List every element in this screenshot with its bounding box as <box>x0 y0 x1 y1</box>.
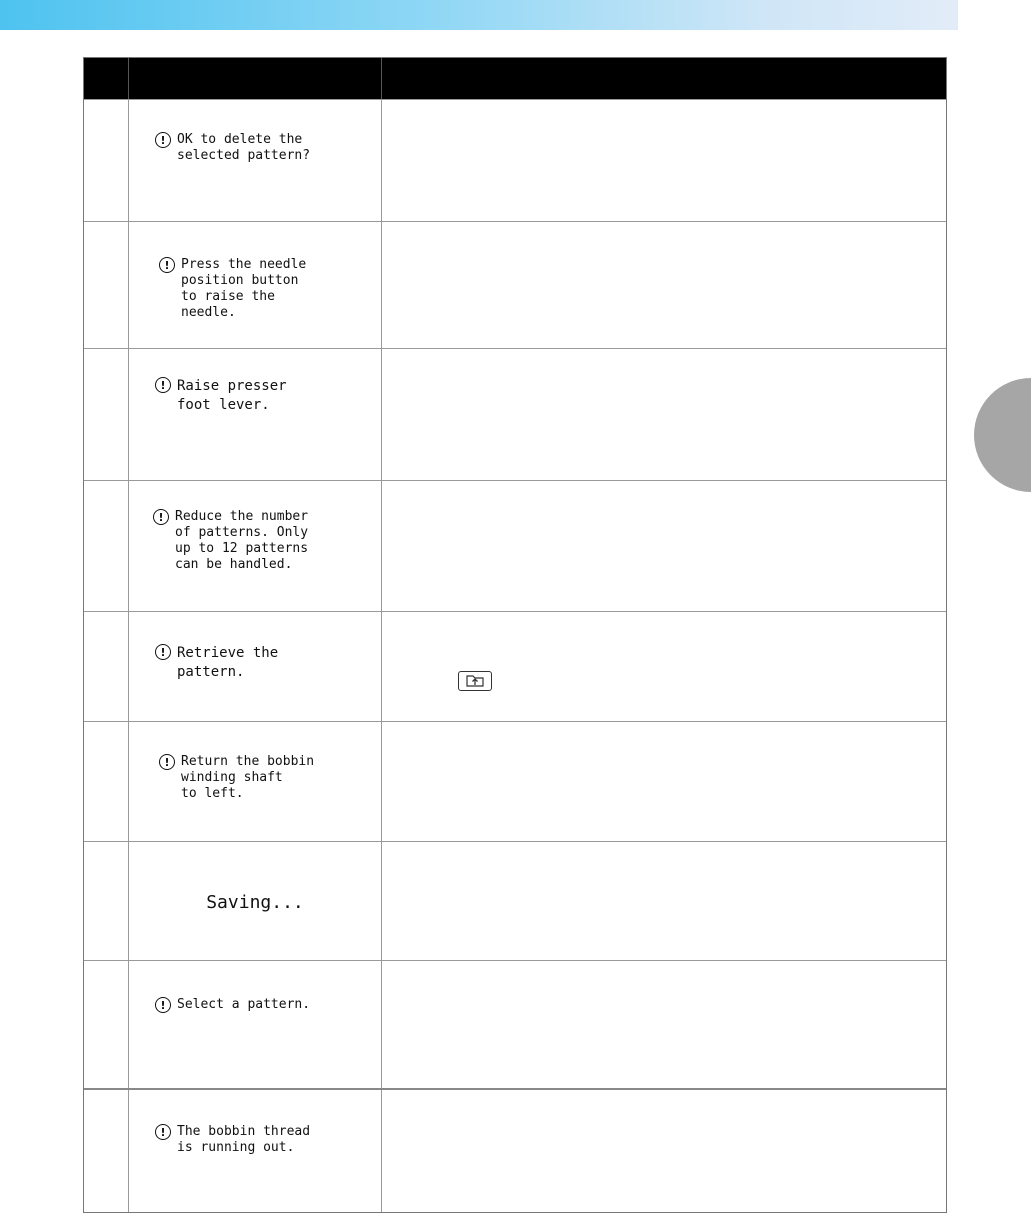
row-number-cell <box>84 481 129 611</box>
row-description-cell <box>382 842 946 960</box>
row-message-cell <box>129 961 382 1088</box>
table-row <box>84 841 946 960</box>
header-col-description <box>382 58 946 99</box>
lcd-message <box>155 997 310 1013</box>
row-number-cell <box>84 961 129 1088</box>
warning-icon: ! <box>155 997 171 1013</box>
message-line: Select a pattern. <box>177 997 311 1012</box>
error-message-table <box>83 57 947 1213</box>
message-line: to left. <box>181 786 244 801</box>
message-line: needle. <box>181 305 236 320</box>
message-line: pattern. <box>177 664 245 680</box>
row-description-cell <box>382 100 946 221</box>
warning-icon: ! <box>155 132 171 148</box>
header-col-message <box>129 58 382 99</box>
message-line: OK to delete the <box>177 132 303 147</box>
row-description-cell <box>382 481 946 611</box>
warning-icon: ! <box>159 754 175 770</box>
table-row <box>84 611 946 721</box>
lcd-message <box>155 377 287 415</box>
message-line: The bobbin thread <box>177 1124 311 1139</box>
row-number-cell <box>84 842 129 960</box>
pattern-retrieve-key-icon <box>458 671 492 691</box>
row-description-cell <box>382 722 946 841</box>
row-description-cell <box>382 961 946 1088</box>
table-row <box>84 480 946 611</box>
row-message-cell <box>129 100 382 221</box>
row-message-cell <box>129 349 382 480</box>
message-line: position button <box>181 273 299 288</box>
header-band <box>0 0 958 30</box>
lcd-message <box>153 509 308 573</box>
lcd-message <box>155 644 278 682</box>
row-message-cell <box>129 722 382 841</box>
row-description-cell <box>382 612 946 721</box>
message-line: to raise the <box>181 289 275 304</box>
table-row <box>84 721 946 841</box>
table-row <box>84 221 946 348</box>
table-header <box>84 58 946 99</box>
message-line: of patterns. Only <box>175 525 309 540</box>
row-message-cell <box>129 222 382 348</box>
warning-icon: ! <box>159 257 175 273</box>
warning-icon: ! <box>155 1124 171 1140</box>
message-line: Retrieve the <box>177 645 279 661</box>
message-line: selected pattern? <box>177 148 311 163</box>
warning-icon: ! <box>155 644 171 660</box>
lcd-message <box>155 1124 310 1156</box>
message-line: up to 12 patterns <box>175 541 309 556</box>
row-message-cell <box>129 612 382 721</box>
row-description-cell <box>382 349 946 480</box>
message-line: Raise presser <box>177 378 287 394</box>
row-number-cell <box>84 722 129 841</box>
message-line: Press the needle <box>181 257 307 272</box>
row-message-cell <box>129 1090 382 1212</box>
row-number-cell <box>84 222 129 348</box>
table-row <box>84 1088 946 1212</box>
row-number-cell <box>84 1090 129 1212</box>
row-number-cell <box>84 349 129 480</box>
lcd-message <box>159 754 314 802</box>
header-col-number <box>84 58 129 99</box>
message-line: Reduce the number <box>175 509 309 524</box>
lcd-message <box>155 132 310 164</box>
warning-icon: ! <box>155 377 171 393</box>
message-line: Return the bobbin <box>181 754 315 769</box>
row-message-cell <box>129 842 382 960</box>
saving-message: Saving... <box>206 892 304 913</box>
row-number-cell <box>84 100 129 221</box>
table-row <box>84 960 946 1088</box>
message-line: winding shaft <box>181 770 283 785</box>
table-row <box>84 348 946 480</box>
row-number-cell <box>84 612 129 721</box>
row-description-cell <box>382 222 946 348</box>
row-description-cell <box>382 1090 946 1212</box>
warning-icon: ! <box>153 509 169 525</box>
message-line: foot lever. <box>177 397 270 413</box>
chapter-tab <box>974 378 1031 492</box>
lcd-message <box>159 257 306 321</box>
row-message-cell <box>129 481 382 611</box>
table-row <box>84 99 946 221</box>
message-line: can be handled. <box>175 557 293 572</box>
message-line: is running out. <box>177 1140 295 1155</box>
